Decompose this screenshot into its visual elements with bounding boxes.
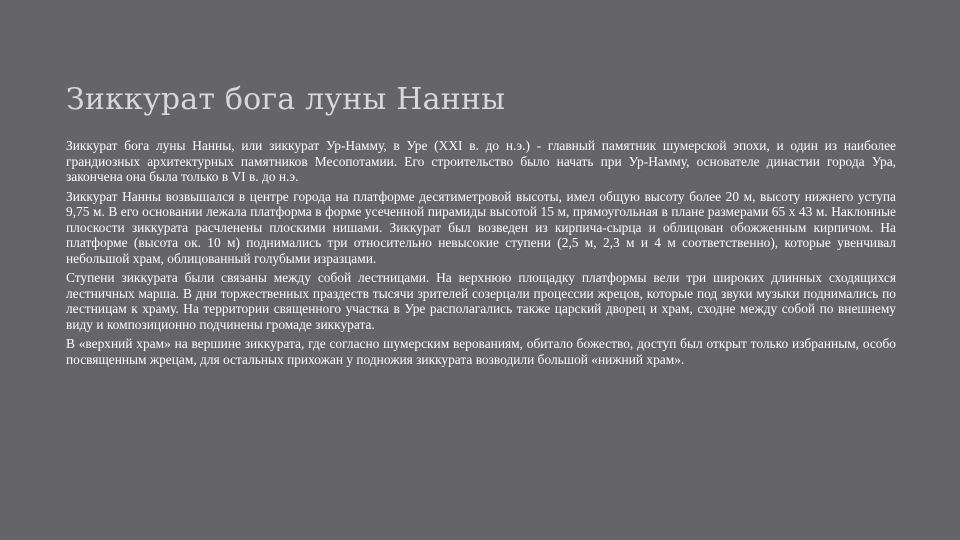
slide-body — [66, 138, 896, 371]
paragraph-1: Зиккурат бога луны Нанны, или зиккурат Ур-Намму, в Уре (XXI в. до н.э.) - главный памятник шумерской эпохи, и один из наиболее грандиозных архитектурных памятников Месопотамии. Его строительство было начать при Ур-Намму, основателе династии города Ура, закончена она была только в VI в. до н.э. — [66, 138, 896, 184]
paragraph-3: Ступени зиккурата были связаны между собой лестницами. На верхнюю площадку платформы вели три широких длинных сходящихся лестничных марша. В дни торжественных праздеств тысячи зрителей созерцали процессии жрецов, которые под звуки музыки поднимались по лестницам к храму. На территории священного участка в Уре располагались также царский дворец и храм, сходне между собой по внешнему виду и композиционно подчинены громаде зиккурата. — [66, 270, 896, 332]
slide-title: Зиккурат бога луны Нанны — [66, 82, 506, 117]
paragraph-4: В «верхний храм» на вершине зиккурата, где согласно шумерским верованиям, обитало божество, доступ был открыт только избранным, особо посвященным жрецам, для остальных прихожан у подножия зиккурата возводили большой «нижний храм». — [66, 336, 896, 367]
paragraph-2: Зиккурат Нанны возвышался в центре города на платформе десятиметровой высоты, имел общую высоту более 20 м, высоту нижнего уступа 9,75 м. В его основании лежала платформа в форме усеченной пирамиды высотой 15 м, прямоугольная в плане размерами 65 х 43 м. Наклонные плоскости зиккурата расчленены плоскими нишами. Зиккурат был возведен из кирпича-сырца и облицован обожженным кирпичом. На платформе (высота ок. 10 м) поднимались три относительно невысокие ступени (2,5 м, 2,3 м и 4 м соответственно), которые увенчивал небольшой храм, облицованный голубыми изразцами. — [66, 188, 896, 266]
